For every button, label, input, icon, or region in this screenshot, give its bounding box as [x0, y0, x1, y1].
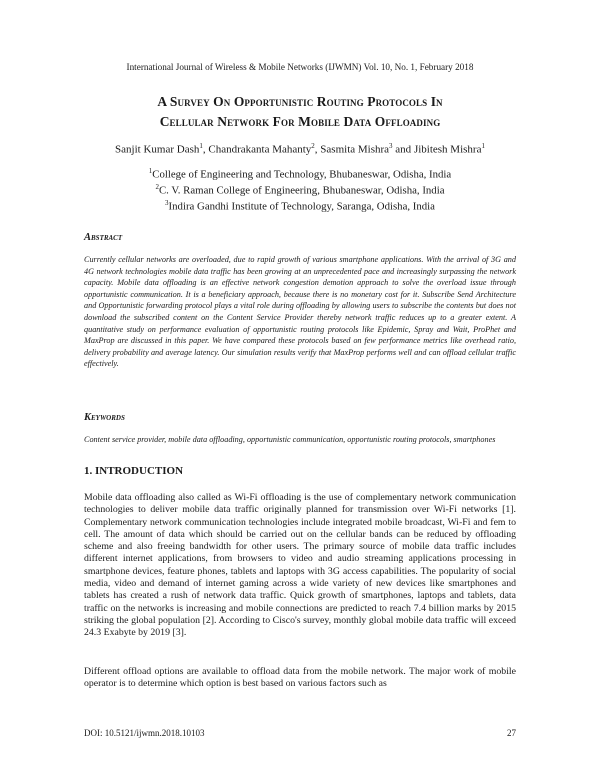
doi: DOI: 10.5121/ijwmn.2018.10103 — [84, 728, 205, 738]
abstract-text: Currently cellular networks are overloaded, due to rapid growth of various smartphone applications. With the arrival of 3G and 4G network technologies mobile data traffic has been growing at an unprecedented pace and increasingly surpassing the network capacity. Mobile data offloading is an effective network congestion demotion approach to solve the overload issue through opportunistic communication. It is a beneficiary approach, because there is no monetary cost for it. Subscribe Send Architecture and Opportunistic forwarding protocol plays a vital role during offloading by allowing users to subscribe the contents but does not download the subscribed content on the Content Service Provider thereby network traffic reduces up to a greater extent. A quantitative study on performance evaluation of opportunistic routing protocols like Epidemic, Spray and Wait, ProPhet and MaxProp are discussed in this paper. We have compared these protocols based on few performance metrics like overhead ratio, delivery probability and average latency. Our simulation results verify that MaxProp performs well and can offload cellular traffic effectively. — [84, 255, 516, 369]
title-line-2: Cellular Network For Mobile Data Offloading — [159, 114, 441, 129]
affiliation-mark: 1 — [148, 167, 153, 175]
author-affil-mark: 2 — [311, 142, 315, 150]
author-affil-mark: 1 — [199, 142, 203, 150]
intro-paragraph-2: Different offload options are available to offload data from the mobile network. The major work of mobile operator is to determine which option is best based on various factors such as — [84, 666, 516, 690]
paper-title — [40, 92, 560, 132]
author-name: Sasmita Mishra — [320, 143, 390, 156]
journal-header: International Journal of Wireless & Mobile Networks (IJWMN) Vol. 10, No. 1, February 2018 — [126, 62, 474, 72]
affiliation-text: C. V. Raman College of Engineering, Bhubaneswar, Odisha, India — [158, 184, 445, 197]
author-list — [40, 142, 560, 156]
author-separator: and — [392, 143, 414, 156]
author-separator: , — [314, 143, 321, 156]
abstract-heading: Abstract — [84, 232, 123, 243]
affiliation — [40, 183, 560, 197]
affiliation-text: College of Engineering and Technology, Bhubaneswar, Odisha, India — [152, 168, 452, 181]
affiliation — [40, 199, 560, 213]
keywords-heading: Keywords — [84, 412, 125, 423]
author-affil-mark: 1 — [481, 142, 485, 150]
intro-paragraph-1: Mobile data offloading also called as Wi-Fi offloading is the use of complementary network communication technologies to deliver mobile data traffic originally planned for transmission over Wi-Fi networks [1]. Complementary network communication technologies include integrated mobile broadcast, Wi-Fi and fem to cell. The amount of data which should be carried out on the cellular bands can be reduced by offloading scheme and also freeing bandwidth for other users. The primary source of mobile data traffic includes different internet applications, from browsers to video and audio streaming applications processing in smartphone devices, feature phones, tablets and laptops with 3G access capabilities. The popularity of social media, video and demand of internet gaming across a wide variety of new devices like smartphones and tablets has created a rush of network data traffic. Quick growth of smartphones, laptops and tablets, data traffic on the networks is increasing and mobile connections are predicted to reach 7.4 billion marks by 2015 striking the global population [2]. According to Cisco's survey, monthly global mobile data traffic will exceed 24.3 Exabyte by 2019 [3]. — [84, 492, 516, 639]
author-name: Jibitesh Mishra — [413, 143, 482, 156]
page-number: 27 — [507, 728, 516, 738]
affiliation-text: Indira Gandhi Institute of Technology, Saranga, Odisha, India — [168, 200, 435, 213]
title-line-1: A Survey On Opportunistic Routing Protocols In — [157, 94, 443, 109]
introduction-heading: 1. INTRODUCTION — [84, 465, 184, 477]
affiliation — [40, 167, 560, 181]
author-name: Chandrakanta Mahanty — [208, 143, 312, 156]
keywords-text: Content service provider, mobile data offloading, opportunistic communication, opportunistic routing protocols, smartphones — [84, 435, 496, 444]
author-separator: , — [202, 143, 209, 156]
affiliation-mark: 3 — [165, 199, 169, 207]
affiliation-mark: 2 — [155, 183, 159, 191]
author-affil-mark: 3 — [389, 142, 393, 150]
author-name: Sanjit Kumar Dash — [115, 143, 200, 156]
